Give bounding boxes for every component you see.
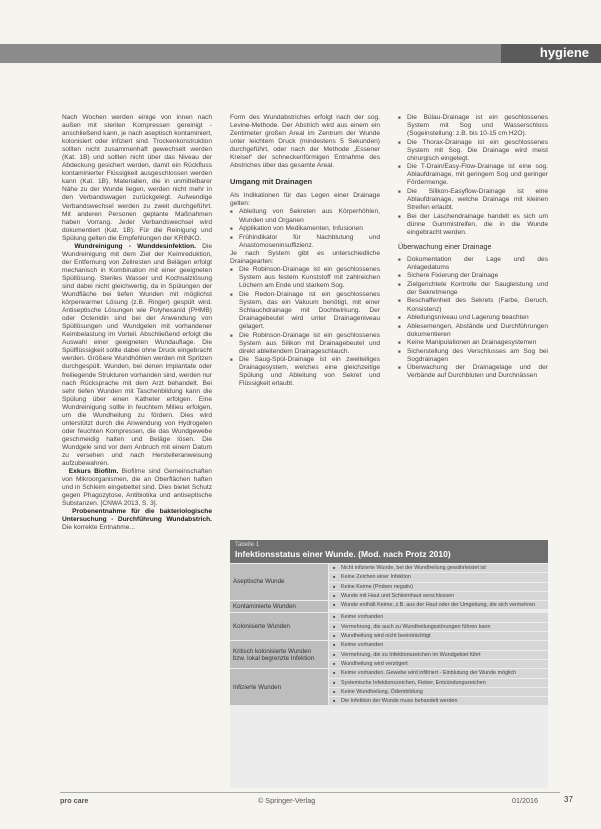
list-item: ■ Die Robinson-Drainage ist ein geschlossenes System aus Silikon mit Drainagebeutel und direkt ableitendem Drainageschlauch. (230, 332, 380, 356)
table-cell: ■ Die Infektion der Wunde muss behandelt werden (329, 697, 548, 705)
column-2 (230, 114, 380, 389)
list-item: ■ Die T-Drain/Easy-Flow-Drainage ist eine sog. Ablaufdrainage, mit geringem Sog und geringer Fördermenge. (398, 163, 548, 187)
drainage-subheading: Umgang mit Drainagen (230, 177, 313, 187)
list-item: ■ Ableitungsniveau und Lagerung beachten (398, 314, 548, 322)
table-cell: ■ Wunde enthält Keime, z.B. aus der Haut oder der Umgebung, die sich vermehren (329, 601, 548, 609)
row-items (329, 613, 548, 640)
col1-paragraph-2-text: Die Wundreinigung mit dem Ziel der Keimreduktion, der Entfernung von Zellresten und Belägen erfolgt mechanisch in Kombination mit einer geeigneten Spüllösung. Steriles Wasser und Kochsalzlösung sind dabei nicht gleichwertig, da in Spülungen der Wundfläche bei tiefen Wunden mit möglichst körperwarmer Lösung (z.B. Ringer) gespült wird. Antiseptische Lösungen wie Polyhexanid (PHMB) oder Octenidin sind bei der Anwendung von Spüllösungen und Wundgelen mit vorhandener Keimbelastung im Vorteil. Abschließend erfolgt die Auswahl einer geeigneten Wundauflage. Die Spülflüssigkeit sollte dabei ohne Druck eingebracht werden. Größere Wundhöhlen werden mit Spritzen durchgespült. Wunden, bei denen Implantate oder freiliegende Strukturen vorhanden sind, werden nur nach Rücksprache mit dem Arzt behandelt. Bei sehr tiefen Wunden mit Taschenbildung kann die Spülung über einen Katheter erfolgen. Eine Wundreinigung sollte in feuchtem Milieu erfolgen, um die Wundheilung zu fördern. Dies wird unterstützt durch die Anwendung von Hydrogelen oder feuchten Kompressen, die das Wundgewebe geschmeidig halten und Beläge lösen. Die Wundgele sind vor dem Anbruch mit einem Datum zu versehen und nach Herstelleranweisung aufzubewahren. (62, 242, 212, 468)
table-cell: ■ Keine Zeichen einer Infektion (329, 573, 548, 581)
row-category: Aseptische Wunde (230, 564, 328, 600)
row-category: Kolonisierte Wunden (230, 613, 328, 640)
biofilm-heading: Exkurs Biofilm. (68, 468, 119, 476)
table-label: Tabelle 1 (235, 542, 260, 548)
table-cell: ■ Systemische Infektionszeichen, Fieber, Entzündungszeichen (329, 679, 548, 687)
list-item: ■ Die Robinson-Drainage ist ein geschlossenes System aus festem Kunststoff mit zahlreichen Löchern am Ende und starkem Sog. (230, 266, 380, 290)
list-item: ■ Die Thorax-Drainage ist ein geschlossenes System mit Sog. Die Drainage wird meist chirurgisch eingelegt. (398, 139, 548, 163)
table-cell: ■ Keime vorhanden, Gewebe wird infiltriert - Einblutung der Wunde möglich (329, 669, 548, 677)
section-label: hygiene (539, 45, 589, 60)
col1-paragraph-3-text: Biofilme sind Gemeinschaften von Mikroorganismen, die an Oberflächen haften und in Schleim eingebettet sind. Dies bietet Schutz gegen Phagozytose, Antibiotika und antiseptische Substanzen. [CNWA 2013, S. 3]. (62, 468, 212, 508)
list-item: ■ Überwachung der Drainagelage und der Verbände auf Durchbluten und Durchnässen (398, 364, 548, 380)
row-category: Kontaminierte Wunden (230, 601, 328, 612)
row-items (329, 669, 548, 705)
list-item: ■ Frühindikator für Nachblutung und Anastomoseninsuffizienz. (230, 234, 380, 250)
table-cell: ■ Vermehrung, die zu Infektionszeichen im Wundgebiet führt (329, 651, 548, 659)
list-item: ■ Die Redon-Drainage ist ein geschlossenes System, das ein Vakuum benötigt, mit einer Schlauchdrainage mit Dochtwirkung. Der Drainagebeutel wird unter Drainageniveau gelagert. (230, 291, 380, 331)
table-cell: ■ Wundheilung wird nicht beeinträchtigt (329, 632, 548, 640)
table-cell: ■ Keine Wundheilung, Ödembildung (329, 688, 548, 696)
list-item: ■ Zielgerichtete Kontrolle der Saugleistung und der Sekretmenge (398, 281, 548, 297)
list-item: ■ Die Saug-Spül-Drainage ist ein zweiteiliges Drainagesystem, welches eine gleichzeitige Spülung und Ableitung von Sekret und Flüssigkeit erlaubt. (230, 356, 380, 388)
col1-paragraph-1: Nach Wochen werden einige von innen nach außen mit sterilen Kompressen gereinigt - anschließend kann, je nach aseptisch kontaminiert, kolonisiert oder infiziert sind. Trockenkonstruktion sollten nicht zusammenhaft gewechselt werden (Kat. 1B) und sollten nicht über das Niveau der Abdeckung gesichert werden, damit ein Rückfluss kontaminierter Flüssigkeit ausgeschlossen werden kann (Kat. 1B). Materialien, die in unmittelbarer Nähe zu der Wunde liegen, werden nicht mehr in den Verbandswagen zurückgelegt. Aufwendige Verbandswechsel werden zu zweit durchgeführt. Mit anderen Personen geplante Maßnahmen haben Vorrang. Jeder Verbandswechsel wird dokumentiert (Kat. 1B). Für die Reinigung und Spülung gelten die Empfehlungen der KRINKO. (62, 114, 212, 242)
table-cell: ■ Keime vorhanden (329, 641, 548, 649)
list-item: ■ Die Silikon-Easyflow-Drainage ist eine Ablaufdrainage, welche Drainage mit kleinen Streifen erlaubt. (398, 188, 548, 212)
col1-paragraph-3 (62, 468, 212, 508)
footer-journal: pro care (60, 796, 89, 805)
row-category: Kritisch kolonisierte Wunden bzw. lokal begrenzte Infektion (230, 641, 328, 668)
col2-paragraph-2: Als Indikationen für das Legen einer Drainage gelten: (230, 192, 380, 208)
drainage-types-list-continued (398, 114, 548, 237)
list-item: ■ Keine Manipulationen an Drainagesystemen (398, 339, 548, 347)
row-category: Infizierte Wunden (230, 669, 328, 705)
table-cell: ■ Wundheilung wird verzögert (329, 660, 548, 668)
wundreinigung-heading: Wundreinigung - Wunddesinfektion. (74, 242, 196, 250)
column-3 (398, 114, 548, 381)
list-item: ■ Applikation von Medikamenten, Infusionen (230, 225, 380, 233)
column-1 (62, 114, 212, 532)
list-item: ■ Ablesemengen, Abstände und Durchführungen dokumentieren (398, 323, 548, 339)
drainage-types-list (230, 266, 380, 388)
row-items (329, 564, 548, 600)
col1-paragraph-4 (62, 508, 212, 532)
col2-paragraph-3: Je nach System gibt es unterschiedliche Drainagearten: (230, 250, 380, 266)
list-item: ■ Beschaffenheit des Sekrets (Farbe, Geruch, Konsistenz) (398, 297, 548, 313)
row-items (329, 641, 548, 668)
indication-list (230, 208, 380, 249)
row-items (329, 601, 548, 612)
infection-status-table (230, 540, 548, 788)
footer-divider (60, 792, 560, 793)
list-item: ■ Ableitung von Sekreten aus Körperhöhlen, Wunden und Organen (230, 208, 380, 224)
list-item: ■ Sicherstellung des Verschlusses am Sog bei Sogdrainagen (398, 348, 548, 364)
table-cell: ■ Wunde mit Haut und Schleimhaut verschlossen (329, 592, 548, 600)
footer-date: 01/2016 (512, 796, 538, 805)
section-tab (501, 44, 601, 63)
table-cell: ■ Keime vorhanden (329, 613, 548, 621)
col1-paragraph-2 (62, 243, 212, 468)
list-item: ■ Sichere Fixierung der Drainage (398, 272, 548, 280)
table-cell: ■ Nicht infizierte Wunde, bei der Wundheilung gewährleistet ist (329, 564, 548, 572)
table-header (230, 540, 548, 563)
list-item: ■ Dokumentation der Lage und des Anlagedatums (398, 256, 548, 272)
monitoring-list (398, 256, 548, 381)
table-body (230, 563, 548, 706)
table-cell: ■ Keine Keime (Proben negativ) (329, 583, 548, 591)
table-cell: ■ Vermehrung, die auch zu Wundheilungsstörungen führen kann (329, 623, 548, 631)
list-item: ■ Bei der Laschendrainage handelt es sich um dünne Gummistreifen, die in die Wunde eingebracht werden. (398, 213, 548, 237)
page-number: 37 (564, 795, 573, 804)
table-title: Infektionsstatus einer Wunde. (Mod. nach Protz 2010) (235, 549, 451, 559)
list-item: ■ Die Bülau-Drainage ist ein geschlossenes System mit Sog und Wasserschloss (Sogeinstellung: z.B. bis 10-15 cm H2O). (398, 114, 548, 138)
col2-paragraph-1: Form des Wundabstriches erfolgt nach der sog. Levine-Methode. Der Abstrich wird aus einem ein Zentimeter großen Areal im Zentrum der Wunde unter leichtem Druck (mindestens 5 Sekunden) durchgeführt, oder nach der Methode „Essener Kreisel“ der schneckenförmigen Entnahme des Abstriches über das gesamte Areal. (230, 114, 380, 170)
footer-publisher: © Springer-Verlag (258, 796, 316, 805)
probenentnahme-heading: Probenentnahme für die bakteriologische Untersuchung - Durchführung Wundabstrich. (62, 508, 212, 524)
col1-paragraph-4-text: Die korrekte Entnahme... (62, 524, 135, 532)
monitoring-subheading: Überwachung einer Drainage (398, 241, 492, 251)
